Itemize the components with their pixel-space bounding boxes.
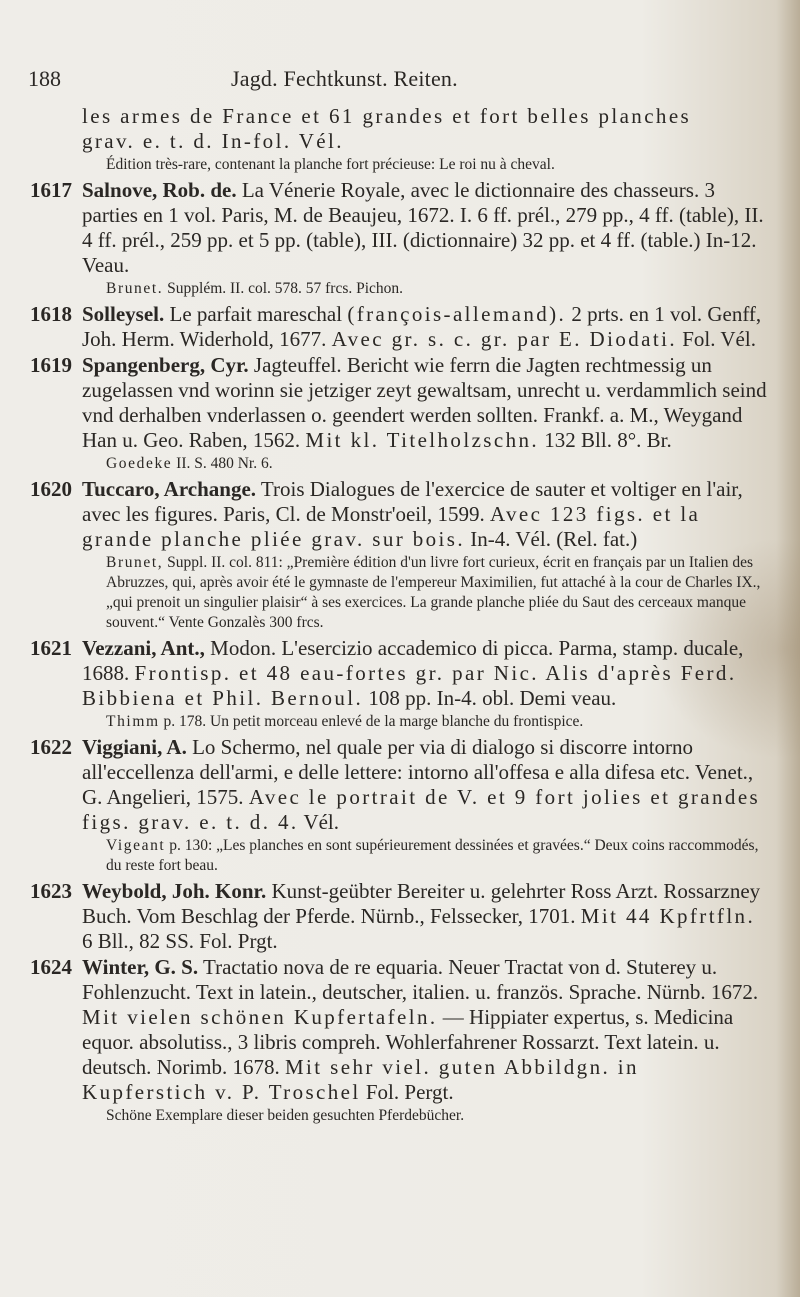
entry-note: Vigeant p. 130: „Les planches en sont supérieurement dessinées et gravées.“ Deux coins raccommodés, du reste fort beau.	[106, 837, 759, 874]
entry-number: 1618	[30, 302, 72, 326]
continuation-line: grav. e. t. d. In-fol. Vél.	[82, 129, 344, 153]
entry-text: Winter, G. S. Tractatio nova de re equaria. Neuer Tractat von d. Stuterey u. Fohlenzucht. Text in latein., deutscher, italien. u. französ. Sprache. Nürnb. 1672. Mit vielen schönen Kupfertafeln. — Hippiater expertus, s. Medicina equor. absolutiss., 3 libris compreh. Wohlerfahrener Rossarzt. Text latein. u. deutsch. Norimb. 1678. Mit sehr viel. guten Abbildgn. in Kupferstich v. P. Troschel Fol. Pergt.	[82, 955, 759, 1104]
entry-text: Tuccaro, Archange. Trois Dialogues de l'exercice de sauter et voltiger en l'air, avec les figures. Paris, Cl. de Monstr'oeil, 1599. Avec 123 figs. et la grande planche pliée grav. sur bois. In-4. Vél. (Rel. fat.)	[82, 477, 743, 551]
entry-note: Goedeke II. S. 480 Nr. 6.	[106, 455, 273, 472]
catalog-content	[30, 104, 770, 1129]
entry-text: Viggiani, A. Lo Schermo, nel quale per via di dialogo si discorre intorno all'eccellenza dell'armi, e delle lettere: intorno all'offesa e alla difesa etc. Venet., G. Angelieri, 1575. Avec le portrait de V. et 9 fort jolies et grandes figs. grav. e. t. d. 4. Vél.	[82, 735, 761, 834]
entry-number: 1621	[30, 636, 72, 660]
catalog-entry	[30, 735, 770, 876]
catalog-entry	[30, 636, 770, 732]
entry-text: Salnove, Rob. de. La Vénerie Royale, avec le dictionnaire des chasseurs. 3 parties en 1 vol. Paris, M. de Beaujeu, 1672. I. 6 ff. prél., 279 pp., 4 ff. (table), II. 4 ff. prél., 259 pp. et 5 pp. (table), III. (dictionnaire) 32 pp. et 4 ff. (table.) In-12. Veau.	[82, 178, 764, 277]
catalog-entry	[30, 178, 770, 299]
entry-text: Spangenberg, Cyr. Jagteuffel. Bericht wie ferrn die Jagten rechtmessig un zugelassen vnd worinn sie jetziger zeyt gewaltsam, unrecht u. verdammlich seind vnd derhalben vnderlassen o. geendert werden sollten. Frankf. a. M., Weygand Han u. Geo. Raben, 1562. Mit kl. Titelholzschn. 132 Bll. 8°. Br.	[82, 353, 767, 452]
entry-number: 1622	[30, 735, 72, 759]
page-header	[28, 66, 528, 96]
entry-number: 1617	[30, 178, 72, 202]
entry-author: Tuccaro, Archange.	[82, 477, 257, 501]
entry-number: 1620	[30, 477, 72, 501]
entry-author: Spangenberg, Cyr.	[82, 353, 249, 377]
entry-author: Salnove, Rob. de.	[82, 178, 237, 202]
catalog-entry	[30, 879, 770, 954]
entry-author: Weybold, Joh. Konr.	[82, 879, 267, 903]
entry-note: Thimm p. 178. Un petit morceau enlevé de la marge blanche du frontispice.	[106, 713, 584, 730]
entry-author: Viggiani, A.	[82, 735, 187, 759]
entry-note: Édition très-rare, contenant la planche fort précieuse: Le roi nu à cheval.	[106, 156, 555, 173]
entry-number: 1623	[30, 879, 72, 903]
entry-text: Vezzani, Ant., Modon. L'esercizio accademico di picca. Parma, stamp. ducale, 1688. Frontisp. et 48 eau-fortes gr. par Nic. Alis d'après Ferd. Bibbiena et Phil. Bernoul. 108 pp. In-4. obl. Demi veau.	[82, 636, 744, 710]
entry-text: Weybold, Joh. Konr. Kunst-geübter Bereiter u. gelehrter Ross Arzt. Rossarzney Buch. Vom Beschlag der Pferde. Nürnb., Felssecker, 1701. Mit 44 Kpfrtfln. 6 Bll., 82 SS. Fol. Prgt.	[82, 879, 761, 953]
entry-author: Winter, G. S.	[82, 955, 199, 979]
entry-note: Brunet, Suppl. II. col. 811: „Première édition d'un livre fort curieux, écrit en français par un Italien des Abruzzes, qui, après avoir été le gymnaste de l'empereur Maximilien, fut attaché à la cour de Charles IX., „qui prenoit un singulier plaisir“ à ses exercices. La grande planche pliée du Saut des cerceaux manque souvent.“ Vente Gonzalès 300 frcs.	[106, 554, 761, 631]
catalog-entry	[30, 302, 770, 352]
catalog-entry	[30, 353, 770, 474]
continuation-entry	[30, 104, 770, 175]
entry-number: 1624	[30, 955, 72, 979]
entry-number: 1619	[30, 353, 72, 377]
running-title: Jagd. Fechtkunst. Reiten.	[231, 66, 458, 91]
catalog-entry	[30, 955, 770, 1126]
catalog-entry	[30, 477, 770, 633]
entry-author: Vezzani, Ant.,	[82, 636, 205, 660]
continuation-line: les armes de France et 61 grandes et fort belles planches	[82, 104, 692, 128]
entry-author: Solleysel.	[82, 302, 165, 326]
page-number: 188	[28, 66, 61, 91]
entry-note: Schöne Exemplare dieser beiden gesuchten Pferdebücher.	[106, 1107, 465, 1124]
entry-note: Brunet. Supplém. II. col. 578. 57 frcs. Pichon.	[106, 280, 404, 297]
entry-text: Solleysel. Le parfait mareschal (françois-allemand). 2 prts. en 1 vol. Genff, Joh. Herm. Widerhold, 1677. Avec gr. s. c. gr. par E. Diodati. Fol. Vél.	[82, 302, 762, 351]
